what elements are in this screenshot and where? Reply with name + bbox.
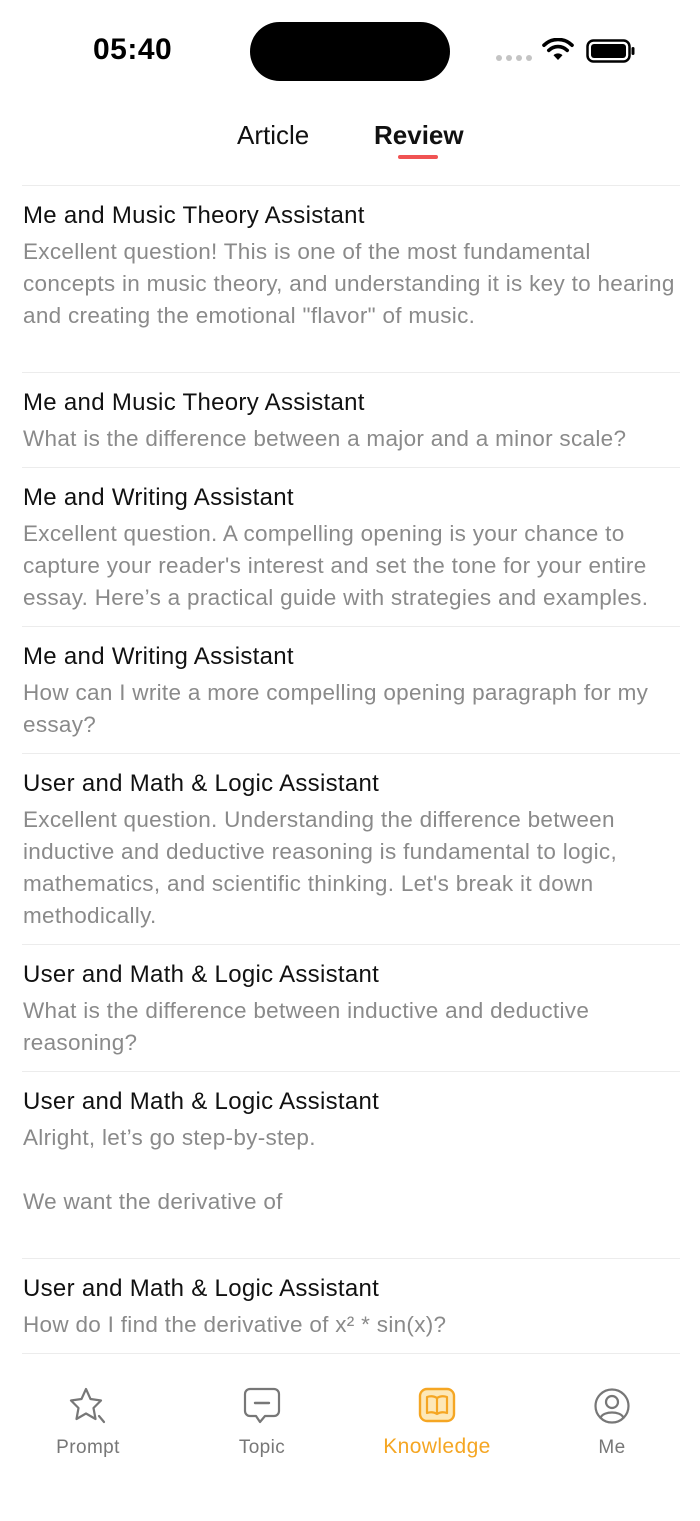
item-preview: How can I write a more compelling opening paragraph for my essay?	[23, 680, 649, 737]
item-preview: What is the difference between inductive and deductive reasoning?	[23, 998, 590, 1055]
nav-knowledge[interactable]	[372, 1385, 502, 1459]
item-preview: How do I find the derivative of x² * sin(x)?	[23, 1312, 447, 1337]
top-tabs	[0, 112, 700, 172]
status-time: 05:40	[93, 33, 173, 66]
item-preview: Excellent question. Understanding the difference between inductive and deductive reasoning is fundamental to logic, mathematics, and scientific thinking. Let's break it down methodically.	[23, 807, 618, 928]
list-item[interactable]	[22, 1072, 680, 1259]
nav-topic-label: Topic	[238, 1437, 286, 1458]
status-bar	[0, 0, 700, 100]
item-title: User and Math & Logic Assistant	[23, 961, 380, 988]
item-preview: Excellent question. A compelling opening is your chance to capture your reader's interest and set the tone for your entire essay. Here’s a practical guide with strategies and examples.	[23, 521, 649, 610]
book-icon	[416, 1385, 458, 1427]
cellular-signal-icon	[496, 55, 532, 61]
nav-prompt-label: Prompt	[56, 1437, 120, 1458]
tab-article[interactable]: Article	[237, 120, 310, 150]
nav-knowledge-label: Knowledge	[383, 1435, 491, 1458]
dynamic-island	[250, 22, 450, 81]
nav-topic[interactable]	[197, 1385, 327, 1459]
chat-bubble-icon	[241, 1385, 283, 1427]
item-title: Me and Music Theory Assistant	[23, 202, 365, 229]
item-title: User and Math & Logic Assistant	[23, 1275, 380, 1302]
item-title: User and Math & Logic Assistant	[23, 770, 380, 797]
item-title: Me and Writing Assistant	[23, 643, 294, 670]
wifi-icon	[542, 38, 574, 62]
list-item[interactable]	[22, 754, 680, 945]
nav-me[interactable]	[547, 1385, 677, 1459]
item-title: Me and Music Theory Assistant	[23, 389, 365, 416]
sparkle-star-icon	[67, 1385, 109, 1427]
nav-me-label: Me	[598, 1437, 626, 1458]
list-item[interactable]	[22, 186, 680, 373]
list-item[interactable]	[22, 1259, 680, 1354]
item-preview: Excellent question! This is one of the most fundamental concepts in music theory, and understanding it is key to hearing and creating the emotional "flavor" of music.	[23, 239, 675, 328]
list-item[interactable]	[22, 468, 680, 627]
item-preview: What is the difference between a major and a minor scale?	[23, 426, 627, 451]
user-circle-icon	[591, 1385, 633, 1427]
list-item[interactable]	[22, 627, 680, 754]
tab-review[interactable]: Review	[374, 120, 464, 150]
review-list[interactable]	[22, 185, 680, 1373]
bottom-nav	[0, 1373, 700, 1521]
active-tab-indicator	[398, 155, 438, 159]
item-title: Me and Writing Assistant	[23, 484, 294, 511]
nav-prompt[interactable]	[23, 1385, 153, 1459]
battery-icon	[586, 39, 636, 63]
list-item[interactable]	[22, 373, 680, 468]
list-item[interactable]	[22, 945, 680, 1072]
item-preview: Alright, let’s go step-by-step. We want the derivative of	[23, 1125, 316, 1214]
item-title: User and Math & Logic Assistant	[23, 1088, 380, 1115]
